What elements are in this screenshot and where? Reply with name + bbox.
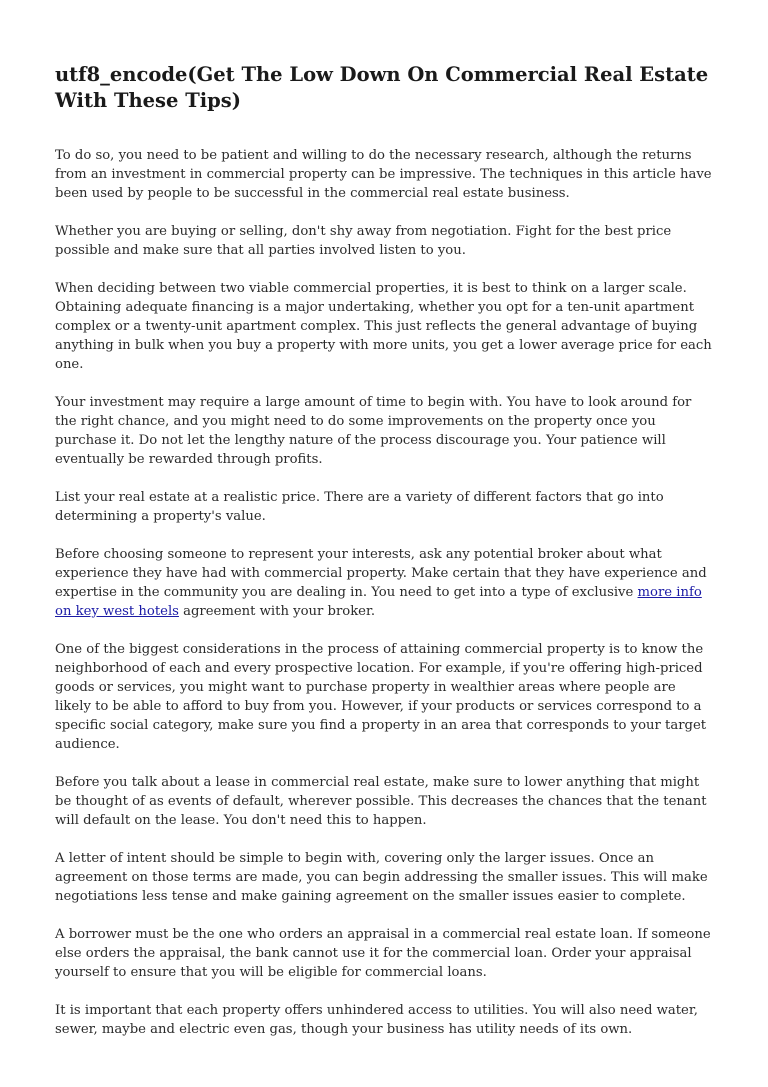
document-title: utf8_encode(Get The Low Down On Commercial Real Estate With These Tips)	[55, 63, 709, 112]
paragraph: It is important that each property offers unhindered access to utilities. You will also need water, sewer, maybe and electric even gas, though your business has utility needs of its own.	[55, 1003, 698, 1037]
broker-text-before-link: Before choosing someone to represent your interests, ask any potential broker about what experience they have had with commercial property. Make certain that they have experience and expertise in the community you are dealing in. You need to get into a type of exclusive	[55, 547, 707, 600]
paragraph: One of the biggest considerations in the process of attaining commercial property is to know the neighborhood of each and every prospective location. For example, if you're offering high-priced goods or services, you might want to purchase property in wealthier areas where people are likely to be able to afford to buy from you. However, if your products or services correspond to a specific social category, make sure you find a property in an area that corresponds to your target audience.	[55, 642, 707, 752]
paragraph: Before you talk about a lease in commercial real estate, make sure to lower anything that might be thought of as events of default, wherever possible. This decreases the chances that the tenant will default on the lease. You don't need this to happen.	[55, 775, 707, 828]
key-west-hotels-link[interactable]: more info on key west hotels	[55, 585, 702, 619]
paragraph: Your investment may require a large amount of time to begin with. You have to look around for the right chance, and you might need to do some improvements on the property once you purchase it. Do not let the lengthy nature of the process discourage you. Your patience will eventually be rewarded through profits.	[55, 395, 692, 467]
paragraph: To do so, you need to be patient and willing to do the necessary research, although the returns from an investment in commercial property can be impressive. The techniques in this article have been used by people to be successful in the commercial real estate business.	[55, 148, 712, 201]
broker-text-after-link: agreement with your broker.	[178, 604, 376, 619]
paragraph: A borrower must be the one who orders an appraisal in a commercial real estate loan. If someone else orders the appraisal, the bank cannot use it for the commercial loan. Order your appraisal yourself to ensure that you will be eligible for commercial loans.	[55, 927, 711, 980]
paragraph: A letter of intent should be simple to begin with, covering only the larger issues. Once an agreement on those terms are made, you can begin addressing the smaller issues. This will make negotiations less tense and make gaining agreement on the smaller issues easier to complete.	[55, 851, 708, 904]
broker-paragraph	[55, 545, 714, 621]
paragraph: When deciding between two viable commercial properties, it is best to think on a larger scale. Obtaining adequate financing is a major undertaking, whether you opt for a ten-unit apartment complex or a twenty-unit apartment complex. This just reflects the general advantage of buying anything in bulk when you buy a property with more units, you get a lower average price for each one.	[55, 281, 712, 372]
paragraph: List your real estate at a realistic price. There are a variety of different factors that go into determining a property's value.	[55, 490, 664, 524]
paragraph: Whether you are buying or selling, don't shy away from negotiation. Fight for the best price possible and make sure that all parties involved listen to you.	[55, 224, 672, 258]
